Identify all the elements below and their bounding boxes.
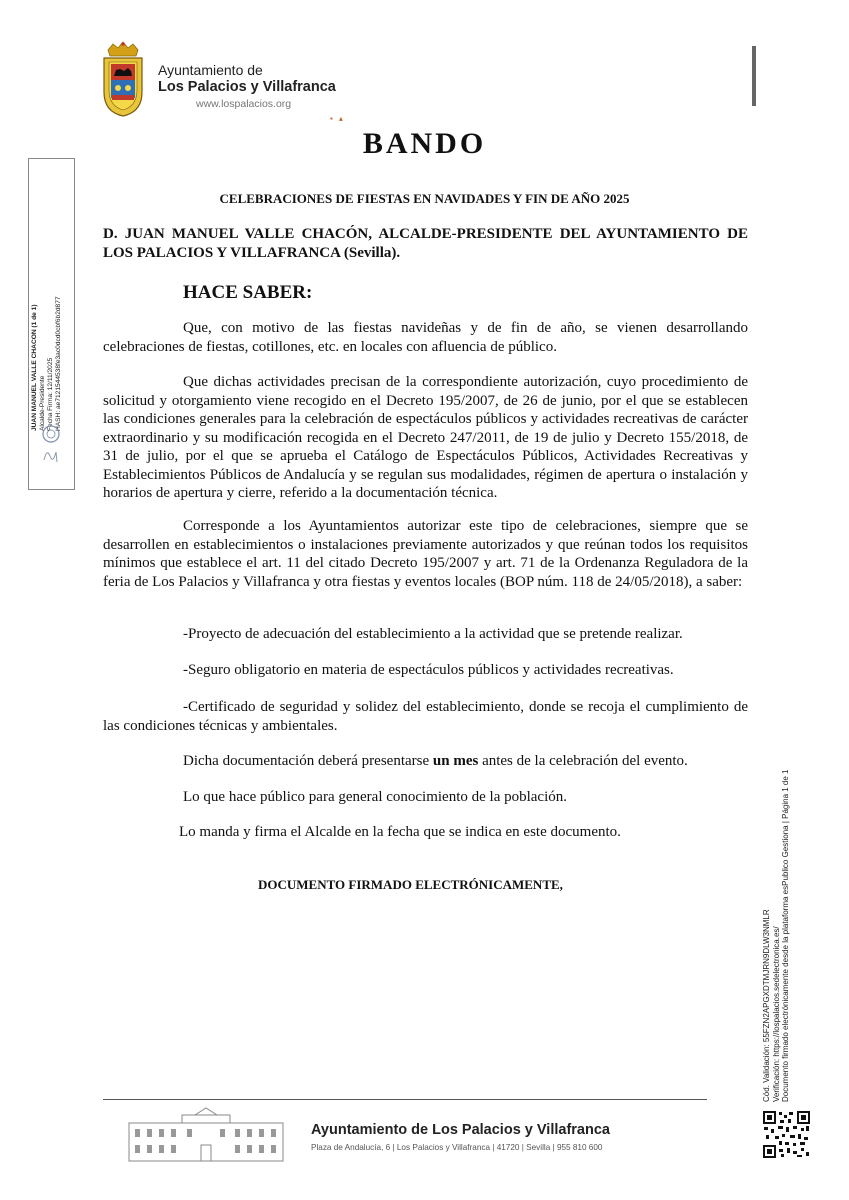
paragraph-3: Corresponde a los Ayuntamientos autorizar este tipo de celebraciones, siempre que se desarrollen en establecimientos o instalaciones previamente autorizados y que reúnan todos los requisitos mínimos que establece el art. 11 del citado Decreto 195/2007 y art. 71 de la Ordenanza Reguladora de la feria de Los Palacios y Villafranca y otra fiestas y eventos locales (BOP núm. 118 de 24/05/2018), a saber: (103, 518, 748, 590)
town-hall-building-icon (127, 1105, 285, 1163)
verification-platform: Documento firmado electrónicamente desde la plataforma esPublico Gestiona | Página 1 de 1 (781, 769, 790, 1102)
municipal-crest-logo (100, 40, 146, 118)
footer-org-name: Ayuntamiento de Los Palacios y Villafranca (311, 1122, 610, 1138)
signer-role: Alcalde-Presidente (39, 375, 46, 431)
header-org-line1: Ayuntamiento de (158, 62, 263, 78)
header-website: www.lospalacios.org (196, 98, 292, 110)
deadline-sentence (183, 752, 688, 771)
mayor-statement: D. JUAN MANUEL VALLE CHACÓN, ALCALDE-PRESIDENTE DEL AYUNTAMIENTO DE LOS PALACIOS Y VILLAFRANCA (Sevilla). (103, 226, 748, 261)
signer-name: JUAN MANUEL VALLE CHACON (1 de 1) (31, 304, 38, 431)
footer-address: Plaza de Andalucía, 6 | Los Palacios y Villafranca | 41720 | Sevilla | 955 810 600 (311, 1143, 603, 1152)
signature-hash: HASH: ae7121544538fe3ac0dcd0cbf6b2d877 (55, 296, 62, 431)
qr-code-icon[interactable] (762, 1110, 811, 1159)
requirement-item-1: -Proyecto de adecuación del establecimiento a la actividad que se pretende realizar. (183, 626, 683, 642)
requirement-item-3: -Certificado de seguridad y solidez del establecimiento, donde se recoja el cumplimiento de las condiciones técnicas y ambientales. (103, 699, 748, 734)
verification-url[interactable]: Verificación: https://lospalacios.sedelectronica.es/ (771, 926, 781, 1102)
hace-saber-heading: HACE SABER: (183, 282, 313, 303)
decorative-dots: ▪ ▴ (330, 114, 345, 123)
signature-date: Fecha Firma: 12/11/2025 (47, 357, 54, 431)
deadline-text-pre: Dicha documentación deberá presentarse (183, 753, 433, 769)
signature-scribble-icon (42, 446, 60, 464)
document-subtitle: CELEBRACIONES DE FIESTAS EN NAVIDADES Y FIN DE AÑO 2025 (219, 191, 630, 206)
deadline-text-post: antes de la celebración del evento. (478, 753, 688, 769)
paragraph-2: Que dichas actividades precisan de la correspondiente autorización, cuyo procedimiento de solicitud y otorgamiento viene recogido en el Decreto 195/2007, de 26 de junio, por el que se establecen las condiciones generales para la celebración de espectáculos públicos y actividades recreativas de carácter extraordinario y su modificación recogida en el Decreto 247/2011, de 19 de julio y Decreto 155/2018, de 31 de julio, por el que se aprueba el Catálogo de Espectáculos Públicos, Actividades Recreativas y Establecimientos Públicos de Andalucía y se regulan sus modalidades, régimen de apertura o instalación y horarios de apertura y cierre, referido a la documentación técnica. (103, 374, 748, 501)
header-org-name (158, 62, 336, 96)
signature-text (31, 171, 63, 431)
paragraph-1: Que, con motivo de las fiestas navideñas y de fin de año, se vienen desarrollando celebraciones de fiestas, cotillones, etc. en locales con afluencia de público. (103, 320, 748, 355)
seal-stamp-icon (41, 424, 61, 444)
footer-divider (103, 1099, 707, 1100)
verification-block (762, 770, 791, 1103)
public-notice-sentence: Lo que hace público para general conocimiento de la población. (183, 789, 568, 805)
deadline-emphasis: un mes (432, 753, 479, 769)
requirement-item-2: -Seguro obligatorio en materia de espectáculos públicos y actividades recreativas. (183, 662, 674, 678)
verification-code: Cód. Validación: 55FZN2APGXDTMJRN9DLW3NMLR (762, 909, 771, 1102)
signature-statement: Lo manda y firma el Alcalde en la fecha que se indica en este documento. (179, 824, 621, 840)
header-divider (752, 46, 756, 106)
document-title: BANDO (362, 127, 487, 160)
electronic-signature-note: DOCUMENTO FIRMADO ELECTRÓNICAMENTE, (258, 877, 563, 892)
header-org-line2: Los Palacios y Villafranca (158, 79, 336, 95)
